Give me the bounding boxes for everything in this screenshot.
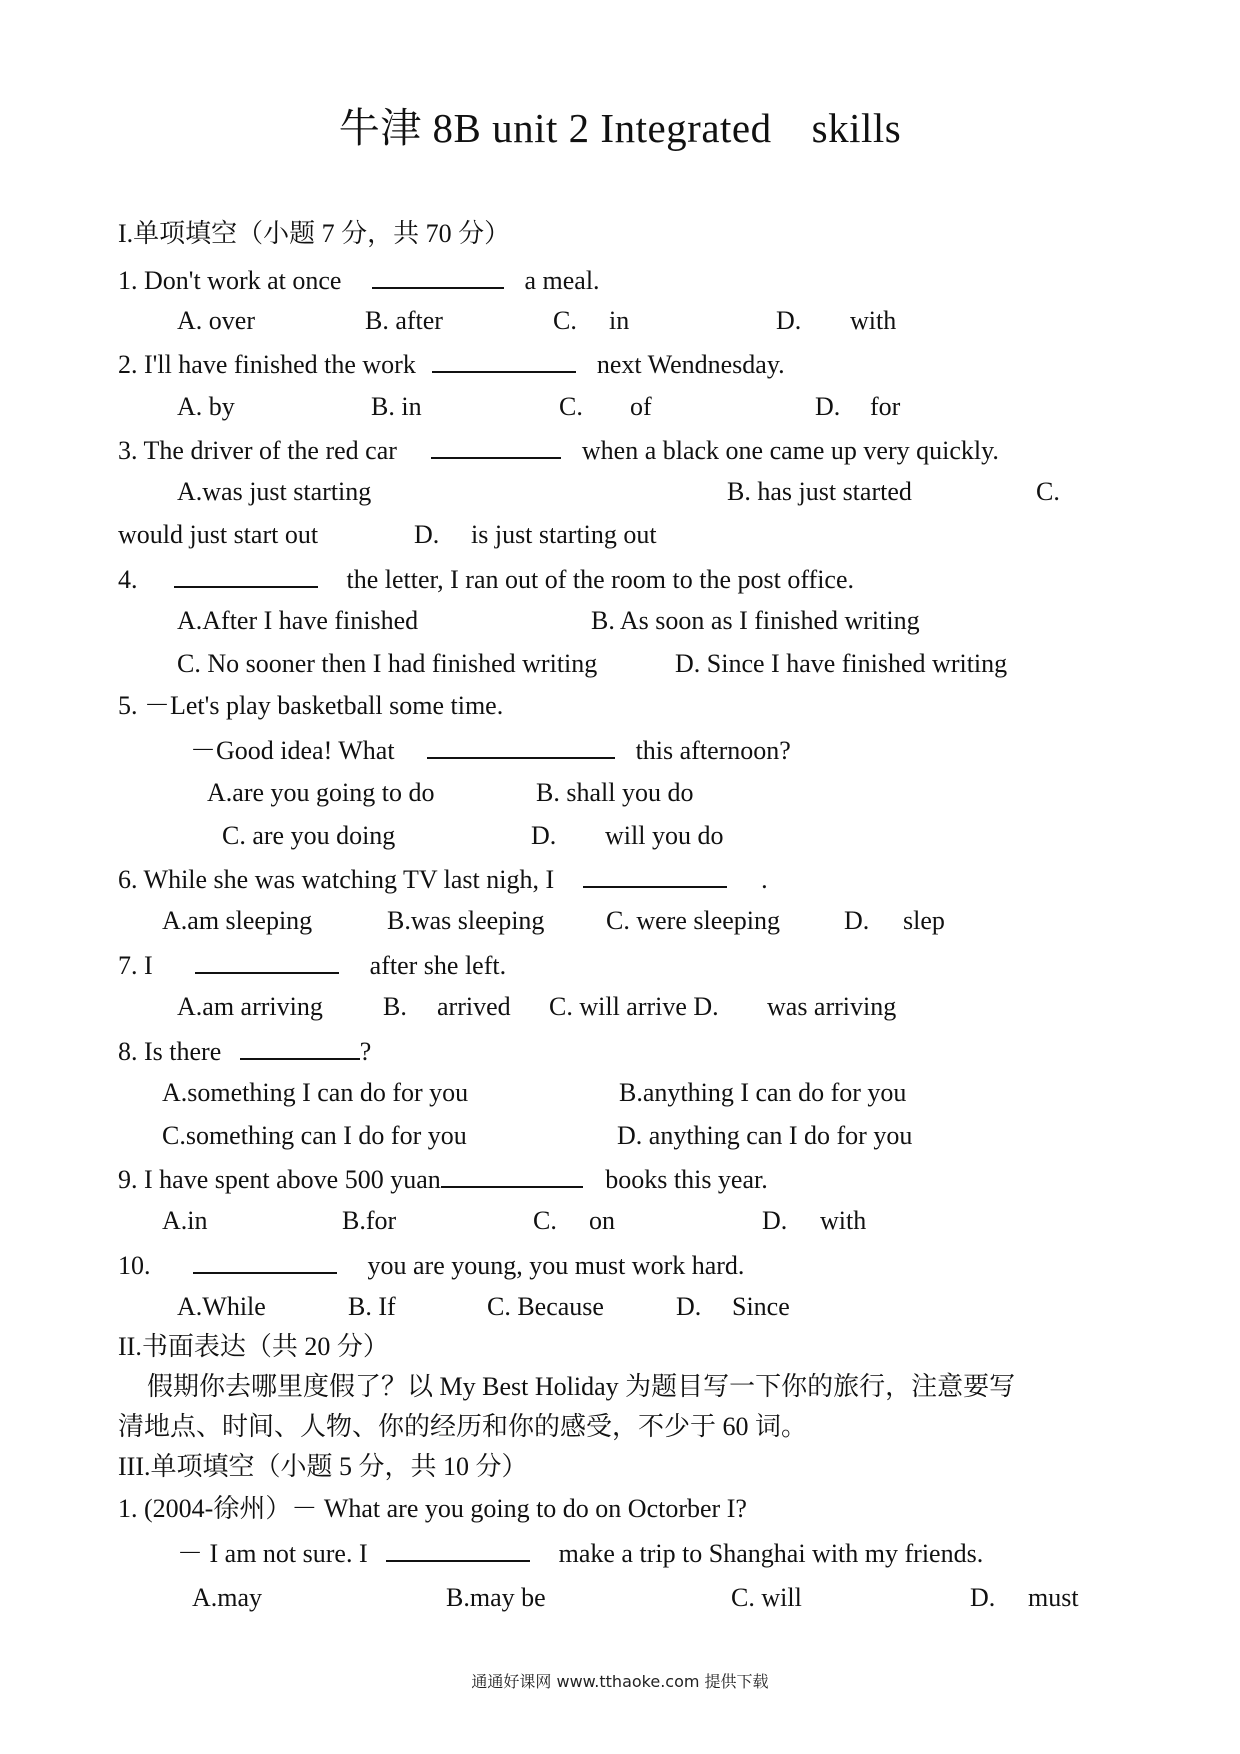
question-5-reply	[190, 733, 791, 767]
question-10	[118, 1248, 744, 1282]
answer-blank	[372, 263, 504, 289]
option-d: for	[870, 392, 901, 421]
answer-blank	[427, 733, 615, 759]
section-3-question-1-reply-after: make a trip to Shanghai with my friends.	[558, 1539, 984, 1568]
option-b: B. after	[365, 306, 443, 335]
title-main: 8B unit 2 Integrated	[432, 105, 772, 151]
option-a: A.am sleeping	[162, 906, 313, 935]
option-b: B. If	[348, 1292, 396, 1321]
option-d: slep	[903, 906, 945, 935]
question-3-text-after: when a black one came up very quickly.	[581, 436, 999, 465]
title-chinese: 牛津	[338, 105, 422, 151]
question-4-text-after: the letter, I ran out of the room to the post office.	[346, 565, 854, 594]
answer-blank	[386, 1536, 530, 1562]
answer-blank	[193, 1248, 337, 1274]
question-7	[118, 948, 506, 982]
option-d: was arriving	[767, 992, 897, 1021]
option-d-letter: D.	[414, 520, 440, 549]
question-3-text: 3. The driver of the red car	[118, 436, 397, 465]
answer-blank	[240, 1034, 360, 1060]
option-c-letter: C.	[553, 306, 577, 335]
option-a: A.may	[192, 1583, 263, 1612]
essay-prompt-line-1: 假期你去哪里度假了？以 My Best Holiday 为题目写一下你的旅行，注意要写	[147, 1372, 1016, 1401]
option-c-letter: C.	[1036, 477, 1060, 506]
option-d-letter: D.	[762, 1206, 788, 1235]
option-d: with	[820, 1206, 867, 1235]
question-6-text: 6. While she was watching TV last nigh, I	[118, 865, 555, 894]
option-a: A.in	[162, 1206, 208, 1235]
option-b: arrived	[437, 992, 511, 1021]
question-10-text-after: you are young, you must work hard.	[367, 1251, 745, 1280]
option-d: D. Since I have finished writing	[675, 649, 1008, 678]
section-3-question-1-reply	[177, 1536, 983, 1570]
option-c: C.something can I do for you	[162, 1121, 467, 1150]
section-3-question-1-reply-text: － I am not sure. I	[177, 1539, 368, 1568]
option-c: C. No sooner then I had finished writing	[177, 649, 598, 678]
option-c: C. are you doing	[222, 821, 396, 850]
option-a: A. over	[177, 306, 255, 335]
option-a: A.are you going to do	[207, 778, 435, 807]
question-4	[118, 562, 854, 596]
option-d-letter: D.	[676, 1292, 702, 1321]
question-9-text-after: books this year.	[605, 1165, 768, 1194]
essay-prompt-line-2: 清地点、时间、人物、你的经历和你的感受，不少于 60 词。	[118, 1412, 808, 1441]
option-d: Since	[732, 1292, 790, 1321]
answer-blank	[431, 433, 561, 459]
option-c: in	[609, 306, 630, 335]
option-d-letter: D.	[531, 821, 557, 850]
option-b: B. As soon as I finished writing	[591, 606, 920, 635]
option-a: A.While	[177, 1292, 266, 1321]
option-a: A.something I can do for you	[162, 1078, 469, 1107]
option-c: C. Because	[487, 1292, 604, 1321]
option-d-letter: D.	[776, 306, 802, 335]
option-b: B. has just started	[727, 477, 912, 506]
page-title	[0, 95, 1240, 154]
answer-blank	[583, 862, 727, 888]
answer-blank	[195, 948, 339, 974]
question-1-text-after: a meal.	[524, 266, 600, 295]
question-6	[118, 862, 768, 896]
section-3-heading: III.单项填空（小题 5 分，共 10 分）	[118, 1452, 528, 1481]
option-d: is just starting out	[471, 520, 657, 549]
option-d: with	[850, 306, 897, 335]
question-1-text: 1. Don't work at once	[118, 266, 342, 295]
option-a: A.am arriving	[177, 992, 323, 1021]
answer-blank	[174, 562, 318, 588]
question-5-reply-text: －Good idea! What	[190, 736, 395, 765]
option-b: B.may be	[446, 1583, 546, 1612]
question-5: 5. －Let's play basketball some time.	[118, 691, 504, 720]
question-8	[118, 1034, 371, 1068]
option-d-letter: D.	[970, 1583, 996, 1612]
question-2	[118, 347, 785, 381]
question-7-text-after: after she left.	[369, 951, 507, 980]
option-b-letter: B.	[383, 992, 407, 1021]
option-b: B. shall you do	[536, 778, 694, 807]
option-c: on	[589, 1206, 615, 1235]
option-b: B.anything I can do for you	[619, 1078, 907, 1107]
question-9-text: 9. I have spent above 500 yuan	[118, 1165, 441, 1194]
option-d-letter: D.	[844, 906, 870, 935]
section-1-heading: I.单项填空（小题 7 分，共 70 分）	[118, 219, 511, 248]
option-c: C. will arrive D.	[549, 992, 719, 1021]
option-c: C. will	[731, 1583, 802, 1612]
option-d: will you do	[605, 821, 724, 850]
question-2-text-after: next Wendnesday.	[596, 350, 785, 379]
title-skills: skills	[811, 105, 902, 151]
option-c: of	[630, 392, 652, 421]
question-1	[118, 263, 600, 297]
option-a: A.After I have finished	[177, 606, 419, 635]
question-8-mark: ?	[359, 1037, 372, 1066]
option-b: B.was sleeping	[387, 906, 545, 935]
option-c-letter: C.	[533, 1206, 557, 1235]
option-c: would just start out	[118, 520, 319, 549]
page-footer: 通通好课网 www.tthaoke.com 提供下载	[471, 1672, 769, 1691]
section-2-heading: II.书面表达（共 20 分）	[118, 1332, 389, 1361]
question-2-text: 2. I'll have finished the work	[118, 350, 416, 379]
question-3	[118, 433, 999, 467]
question-7-text: 7. I	[118, 951, 153, 980]
option-c: C. were sleeping	[606, 906, 781, 935]
question-5-reply-after: this afternoon?	[635, 736, 791, 765]
option-b: B. in	[371, 392, 422, 421]
option-d: D. anything can I do for you	[617, 1121, 913, 1150]
option-b: B.for	[342, 1206, 397, 1235]
option-a: A. by	[177, 392, 235, 421]
question-4-number: 4.	[118, 565, 138, 594]
question-10-number: 10.	[118, 1251, 151, 1280]
question-6-period: .	[761, 865, 768, 894]
option-d: must	[1028, 1583, 1079, 1612]
option-d-letter: D.	[815, 392, 841, 421]
question-9	[118, 1162, 768, 1196]
section-3-question-1: 1. (2004-徐州）－ What are you going to do on Octorber I?	[118, 1494, 747, 1523]
question-8-text: 8. Is there	[118, 1037, 222, 1066]
answer-blank	[432, 347, 576, 373]
option-a: A.was just starting	[177, 477, 372, 506]
answer-blank	[441, 1162, 583, 1188]
option-c-letter: C.	[559, 392, 583, 421]
